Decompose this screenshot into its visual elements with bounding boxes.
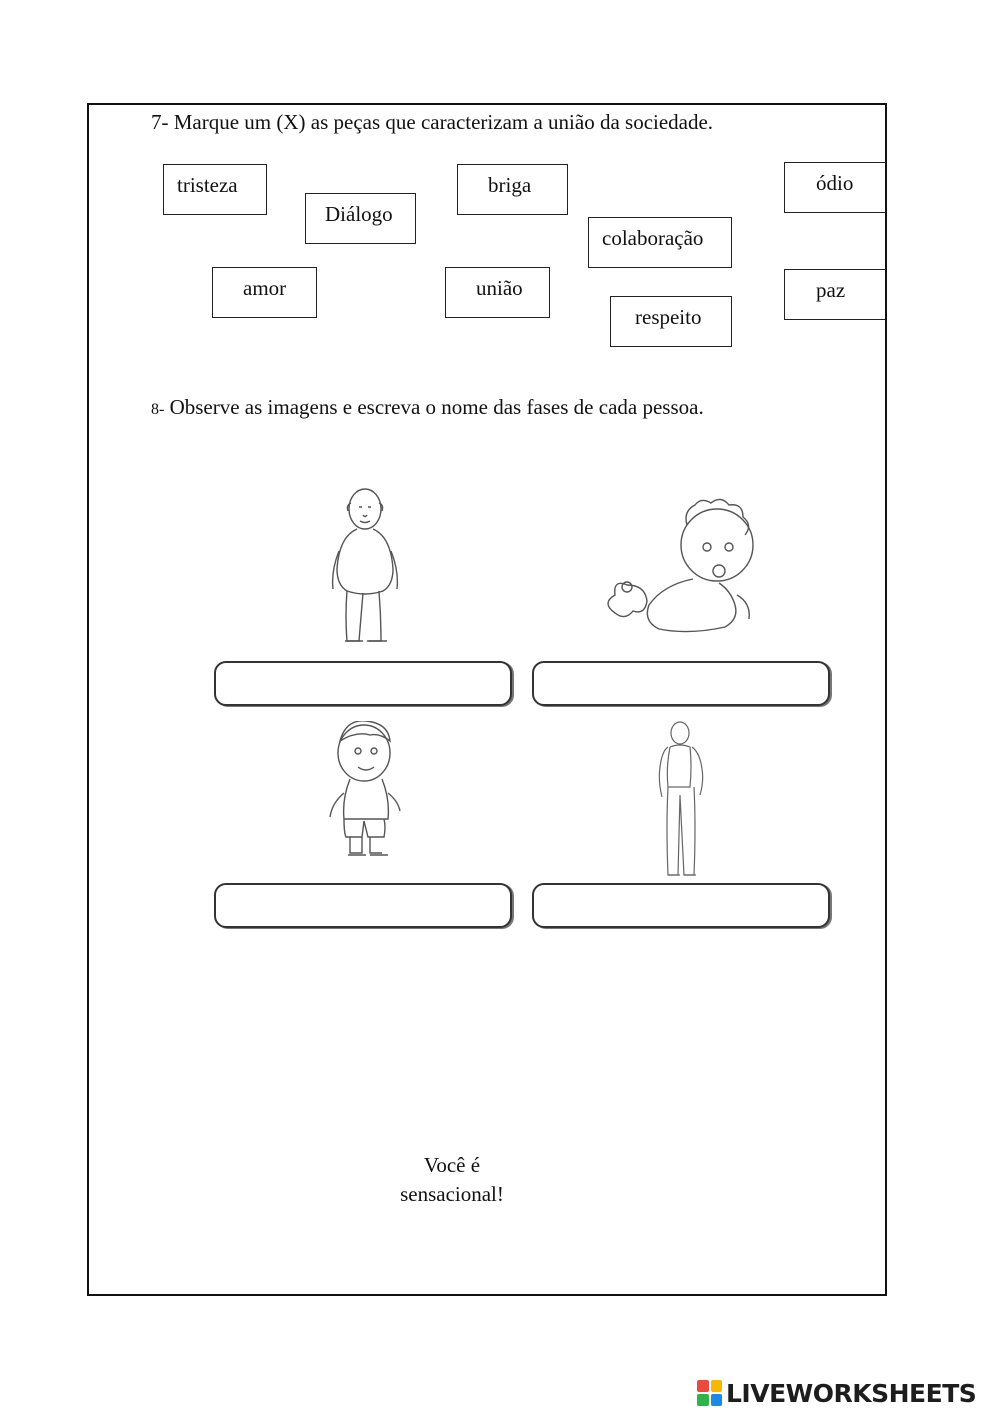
worksheet-page bbox=[87, 103, 887, 1296]
answer-field-young-man[interactable] bbox=[532, 883, 830, 928]
word-option-odio[interactable]: ódio bbox=[784, 162, 887, 213]
boy-illustration bbox=[322, 721, 402, 866]
question-8-number: 8- bbox=[151, 401, 165, 418]
closing-line-1: Você é bbox=[423, 1153, 481, 1177]
answer-field-baby[interactable] bbox=[532, 661, 830, 706]
answer-field-elderly[interactable] bbox=[214, 661, 512, 706]
closing-line-2: sensacional! bbox=[400, 1182, 504, 1206]
baby-illustration bbox=[597, 495, 772, 635]
question-8-prompt: Observe as imagens e escreva o nome das fases de cada pessoa. bbox=[164, 395, 704, 419]
question-7-text: 7- Marque um (X) as peças que caracterizam a união da sociedade. bbox=[151, 110, 714, 134]
word-option-colaboracao[interactable]: colaboração bbox=[588, 217, 732, 268]
elderly-man-illustration bbox=[321, 481, 411, 651]
word-option-paz[interactable]: paz bbox=[784, 269, 887, 320]
liveworksheets-mark-icon bbox=[697, 1380, 722, 1406]
young-man-illustration bbox=[654, 719, 714, 881]
word-option-uniao[interactable]: união bbox=[445, 267, 550, 318]
closing-message bbox=[381, 1151, 523, 1209]
word-option-tristeza[interactable]: tristeza bbox=[163, 164, 267, 215]
liveworksheets-logo bbox=[697, 1378, 976, 1408]
word-option-respeito[interactable]: respeito bbox=[610, 296, 732, 347]
answer-field-boy[interactable] bbox=[214, 883, 512, 928]
word-option-amor[interactable]: amor bbox=[212, 267, 317, 318]
question-8-text bbox=[151, 395, 704, 420]
word-option-dialogo[interactable]: Diálogo bbox=[305, 193, 416, 244]
liveworksheets-wordmark: LIVEWORKSHEETS bbox=[726, 1378, 977, 1408]
word-option-briga[interactable]: briga bbox=[457, 164, 568, 215]
